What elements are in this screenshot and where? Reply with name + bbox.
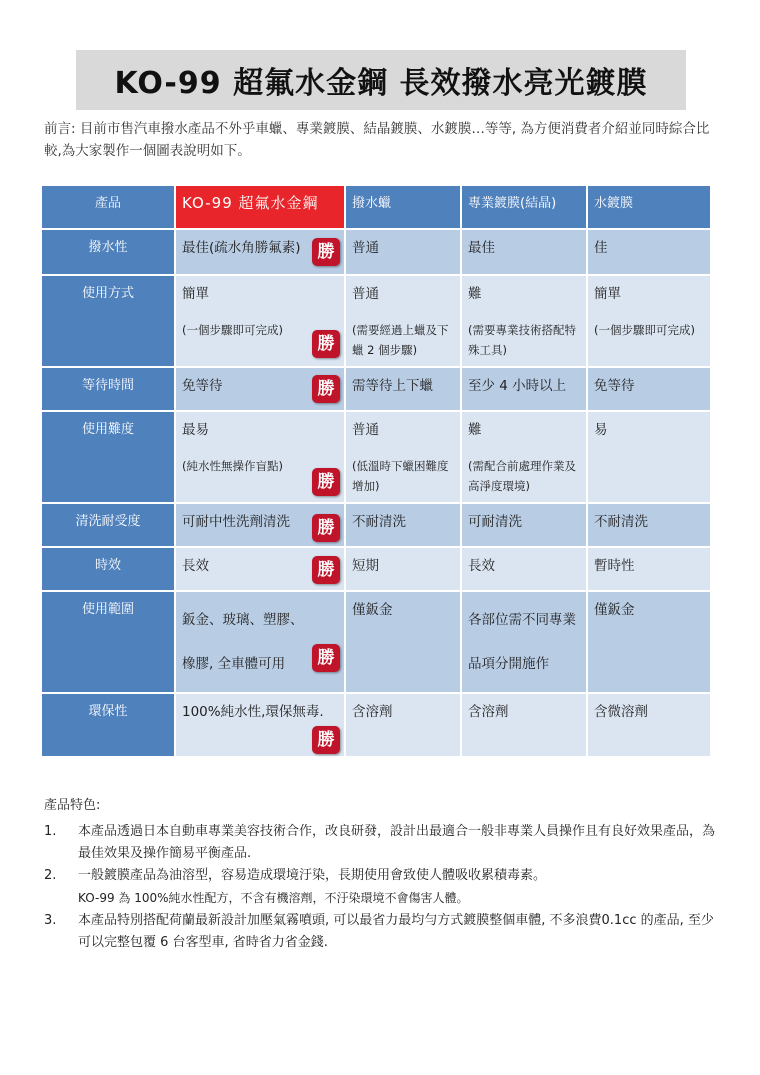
features-title: 產品特色: — [44, 798, 101, 813]
cell-sub: (純水性無操作盲點) — [182, 459, 283, 473]
header-product: 產品 — [42, 186, 174, 228]
cell-main: 簡單 — [182, 286, 209, 302]
win-badge-icon: 勝 — [312, 644, 340, 672]
table-cell — [346, 504, 460, 546]
table-row — [42, 276, 710, 366]
table-cell — [462, 276, 586, 366]
row-label: 使用方式 — [42, 276, 174, 366]
cell-main: 最佳 — [468, 240, 495, 256]
cell-sub: (一個步驟即可完成) — [594, 323, 695, 337]
cell-sub: (需要專業技術搭配特殊工具) — [468, 323, 576, 357]
table-cell — [588, 504, 710, 546]
cell-main: 免等待 — [594, 378, 635, 394]
table-row — [42, 694, 710, 756]
comparison-table — [40, 184, 712, 758]
table-cell — [346, 368, 460, 410]
feature-text: 本產品透過日本自動車專業美容技術合作，改良研發，設計出最適合一般非專業人員操作且有良好效果產品，為最佳效果及操作簡易平衡產品. — [78, 824, 716, 861]
cell-main: 難 — [468, 422, 482, 438]
cell-main: 可耐中性洗劑清洗 — [182, 514, 290, 530]
cell-main: 僅鈑金 — [352, 602, 393, 618]
cell-sub: (一個步驟即可完成) — [182, 323, 283, 337]
list-number: 3. — [44, 913, 57, 928]
cell-main: 含溶劑 — [352, 704, 393, 720]
list-item — [44, 910, 724, 954]
table-row — [42, 504, 710, 546]
table-cell — [176, 276, 344, 366]
cell-main: 各部位需不同專業品項分開施作 — [468, 612, 576, 672]
table-row — [42, 412, 710, 502]
table-cell — [462, 548, 586, 590]
table-row — [42, 592, 710, 692]
cell-main: 最易 — [182, 422, 209, 438]
table-cell — [588, 230, 710, 274]
cell-main: 至少 4 小時以上 — [468, 378, 567, 394]
cell-main: 普通 — [352, 286, 379, 302]
row-label: 等待時間 — [42, 368, 174, 410]
table-cell — [176, 592, 344, 692]
table-header-row — [42, 186, 710, 228]
list-item — [44, 821, 724, 865]
win-badge-icon: 勝 — [312, 468, 340, 496]
list-number: 2. — [44, 868, 57, 883]
table-cell — [176, 694, 344, 756]
feature-text: 本產品特別搭配荷蘭最新設計加壓氣霧噴頭, 可以最省力最均勻方式鍍膜整個車體, 不多浪費0.1cc 的產品, 至少可以完整包覆 6 台客型車, 省時省力省金錢. — [78, 913, 714, 950]
cell-main: 含溶劑 — [468, 704, 509, 720]
cell-main: 僅鈑金 — [594, 602, 635, 618]
win-badge-icon: 勝 — [312, 238, 340, 266]
table-cell — [588, 412, 710, 502]
row-label: 時效 — [42, 548, 174, 590]
win-badge-icon: 勝 — [312, 726, 340, 754]
row-label: 清洗耐受度 — [42, 504, 174, 546]
header-wax: 撥水蠟 — [346, 186, 460, 228]
table-cell — [462, 368, 586, 410]
cell-main: 不耐清洗 — [352, 514, 406, 530]
list-item — [44, 865, 724, 910]
table-row — [42, 368, 710, 410]
cell-main: 佳 — [594, 240, 608, 256]
cell-main: 100%純水性,環保無毒. — [182, 704, 324, 720]
cell-main: 暫時性 — [594, 558, 635, 574]
cell-main: 難 — [468, 286, 482, 302]
win-badge-icon: 勝 — [312, 556, 340, 584]
table-cell — [462, 592, 586, 692]
table-cell — [346, 694, 460, 756]
cell-main: 鈑金、玻璃、塑膠、橡膠, 全車體可用 — [182, 612, 304, 672]
table-cell — [588, 368, 710, 410]
table-cell — [176, 412, 344, 502]
list-number: 1. — [44, 824, 57, 839]
row-label: 使用範圍 — [42, 592, 174, 692]
row-label: 使用難度 — [42, 412, 174, 502]
table-cell — [588, 694, 710, 756]
cell-main: 可耐清洗 — [468, 514, 522, 530]
cell-main: 易 — [594, 422, 608, 438]
cell-sub: (需要經過上蠟及下蠟 2 個步驟) — [352, 323, 449, 357]
cell-main: 普通 — [352, 422, 379, 438]
table-cell — [462, 230, 586, 274]
table-cell — [346, 592, 460, 692]
table-cell — [462, 694, 586, 756]
row-label: 環保性 — [42, 694, 174, 756]
header-water-coating: 水鍍膜 — [588, 186, 710, 228]
cell-main: 長效 — [468, 558, 495, 574]
title-banner — [76, 50, 686, 110]
product-features — [44, 794, 724, 954]
cell-main: 免等待 — [182, 378, 223, 394]
header-pro-coating: 專業鍍膜(結晶) — [462, 186, 586, 228]
table-cell — [346, 412, 460, 502]
table-cell — [588, 592, 710, 692]
page-title: KO-99 超氟水金鋼 長效撥水亮光鍍膜 — [114, 66, 648, 101]
table-cell — [462, 504, 586, 546]
cell-main: 含微溶劑 — [594, 704, 648, 720]
table-cell — [346, 276, 460, 366]
feature-subtext: KO-99 為 100%純水性配方，不含有機溶劑，不汙染環境不會傷害人體。 — [78, 891, 469, 905]
table-cell — [462, 412, 586, 502]
cell-main: 不耐清洗 — [594, 514, 648, 530]
table-cell — [176, 230, 344, 274]
table-cell — [176, 504, 344, 546]
cell-main: 最佳(疏水角勝氟素) — [182, 240, 301, 256]
cell-main: 短期 — [352, 558, 379, 574]
table-cell — [588, 548, 710, 590]
cell-main: 普通 — [352, 240, 379, 256]
table-row — [42, 548, 710, 590]
table-cell — [176, 368, 344, 410]
table-cell — [588, 276, 710, 366]
win-badge-icon: 勝 — [312, 330, 340, 358]
features-list — [44, 821, 724, 954]
row-label: 撥水性 — [42, 230, 174, 274]
cell-sub: (需配合前處理作業及高淨度環境) — [468, 459, 576, 493]
win-badge-icon: 勝 — [312, 514, 340, 542]
feature-text: 一般鍍膜產品為油溶型，容易造成環境汙染，長期使用會致使人體吸收累積毒素。 — [78, 868, 547, 883]
cell-sub: (低溫時下蠟困難度增加) — [352, 459, 449, 493]
intro-paragraph: 前言: 目前市售汽車撥水產品不外乎車蠟、專業鍍膜、結晶鍍膜、水鍍膜…等等, 為方便消費者介紹並同時綜合比較,為大家製作一個圖表說明如下。 — [44, 121, 710, 159]
table-cell — [176, 548, 344, 590]
table-cell — [346, 548, 460, 590]
header-ko99: KO-99 超氟水金鋼 — [176, 186, 344, 228]
win-badge-icon: 勝 — [312, 375, 340, 403]
table-cell — [346, 230, 460, 274]
cell-main: 長效 — [182, 558, 209, 574]
cell-main: 需等待上下蠟 — [352, 378, 433, 394]
table-row — [42, 230, 710, 274]
cell-main: 簡單 — [594, 286, 621, 302]
